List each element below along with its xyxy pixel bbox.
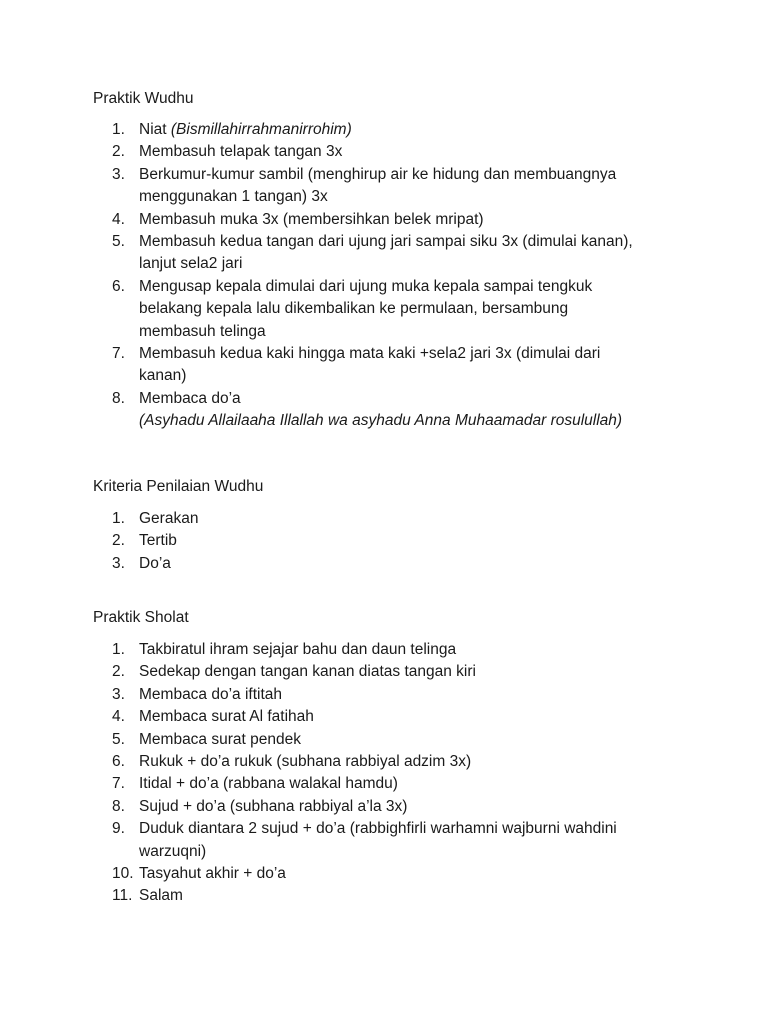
list-item: [112, 508, 679, 530]
list-item: [112, 343, 679, 388]
list-item: [112, 276, 679, 343]
list-number: 5.: [112, 730, 125, 748]
list-text: membasuh telinga: [139, 322, 266, 340]
section-title-praktik-wudhu: Praktik Wudhu: [93, 90, 194, 107]
list-item: [112, 141, 679, 163]
list-item: [112, 818, 679, 863]
list-item: [112, 119, 679, 141]
list-text: Membaca do’a iftitah: [139, 685, 283, 703]
list-text: Membasuh kedua kaki hingga mata kaki +sela2 jari 3x (dimulai dari: [139, 345, 601, 363]
list-text: Membaca surat pendek: [139, 730, 301, 748]
list-number: 2.: [112, 532, 125, 550]
list-number: 1.: [112, 121, 125, 138]
list-item: [112, 885, 679, 907]
list-number: 4.: [112, 708, 125, 726]
list-number: 5.: [112, 233, 125, 251]
list-item: [112, 684, 679, 706]
list-number: 6.: [112, 753, 125, 771]
list-text: Tertib: [139, 532, 177, 550]
list-text: Membasuh muka 3x (membersihkan belek mripat): [139, 210, 484, 228]
list-item: [112, 863, 679, 885]
praktik-sholat-list: [112, 639, 679, 908]
list-number: 2.: [112, 143, 125, 161]
list-text: Niat: [139, 121, 171, 138]
list-item: [112, 639, 679, 661]
list-number: 1.: [112, 510, 125, 527]
list-text: Membaca do’a: [139, 389, 241, 407]
list-item: [112, 530, 679, 552]
list-text: Sedekap dengan tangan kanan diatas tangan kiri: [139, 663, 476, 681]
list-number: 3.: [112, 165, 125, 183]
list-text: Berkumur-kumur sambil (menghirup air ke hidung dan membuangnya: [139, 165, 617, 183]
list-number: 3.: [112, 554, 125, 572]
list-text: Membasuh telapak tangan 3x: [139, 143, 343, 161]
list-number: 7.: [112, 345, 125, 363]
list-text: Membasuh kedua tangan dari ujung jari sampai siku 3x (dimulai kanan),: [139, 233, 633, 251]
section-title-praktik-sholat: Praktik Sholat: [93, 609, 189, 626]
list-item: [112, 729, 679, 751]
list-number: 6.: [112, 277, 125, 295]
list-text-italic: (Bismillahirrahmanirrohim): [170, 121, 352, 138]
list-text: Salam: [139, 887, 183, 905]
list-text: Itidal + do’a (rabbana walakal hamdu): [139, 775, 398, 793]
list-number: 9.: [112, 820, 125, 838]
list-text: Membaca surat Al fatihah: [139, 708, 314, 726]
list-item: [112, 231, 679, 276]
list-number: 1.: [112, 641, 125, 658]
list-item: [112, 706, 679, 728]
list-text: Takbiratul ihram sejajar bahu dan daun telinga: [139, 641, 457, 658]
list-item: [112, 553, 679, 575]
kriteria-penilaian-list: [112, 508, 679, 575]
praktik-wudhu-list: [112, 119, 679, 433]
list-text: lanjut sela2 jari: [139, 255, 243, 273]
list-text: kanan): [139, 367, 187, 385]
list-text: belakang kepala lalu dikembalikan ke permulaan, bersambung: [139, 300, 569, 318]
list-item: [112, 164, 679, 209]
list-item: [112, 751, 679, 773]
list-text: warzuqni): [139, 842, 207, 860]
list-item: [112, 661, 679, 683]
list-item: [112, 388, 679, 433]
list-number: 11.: [112, 887, 133, 905]
section-title-kriteria-penilaian-wudhu: Kriteria Penilaian Wudhu: [93, 478, 264, 495]
list-text: Tasyahut akhir + do’a: [139, 865, 286, 883]
list-text-italic: (Asyhadu Allailaaha Illallah wa asyhadu Anna Muhaamadar rosulullah): [139, 412, 623, 430]
list-text: Do’a: [139, 554, 171, 572]
list-item: [112, 209, 679, 231]
list-text: Mengusap kepala dimulai dari ujung muka kepala sampai tengkuk: [139, 277, 593, 295]
list-item: [112, 773, 679, 795]
list-number: 4.: [112, 210, 125, 228]
list-number: 3.: [112, 685, 125, 703]
list-text: Sujud + do’a (subhana rabbiyal a’la 3x): [139, 797, 408, 815]
list-text: Gerakan: [139, 510, 199, 527]
list-item: [112, 796, 679, 818]
list-number: 8.: [112, 797, 125, 815]
list-number: 8.: [112, 389, 125, 407]
list-text: menggunakan 1 tangan) 3x: [139, 188, 328, 206]
list-number: 7.: [112, 775, 125, 793]
list-text: Duduk diantara 2 sujud + do’a (rabbighfirli warhamni wajburni wahdini: [139, 820, 617, 838]
list-number: 2.: [112, 663, 125, 681]
list-number: 10.: [112, 865, 134, 883]
list-text: Rukuk + do’a rukuk (subhana rabbiyal adzim 3x): [139, 753, 472, 771]
